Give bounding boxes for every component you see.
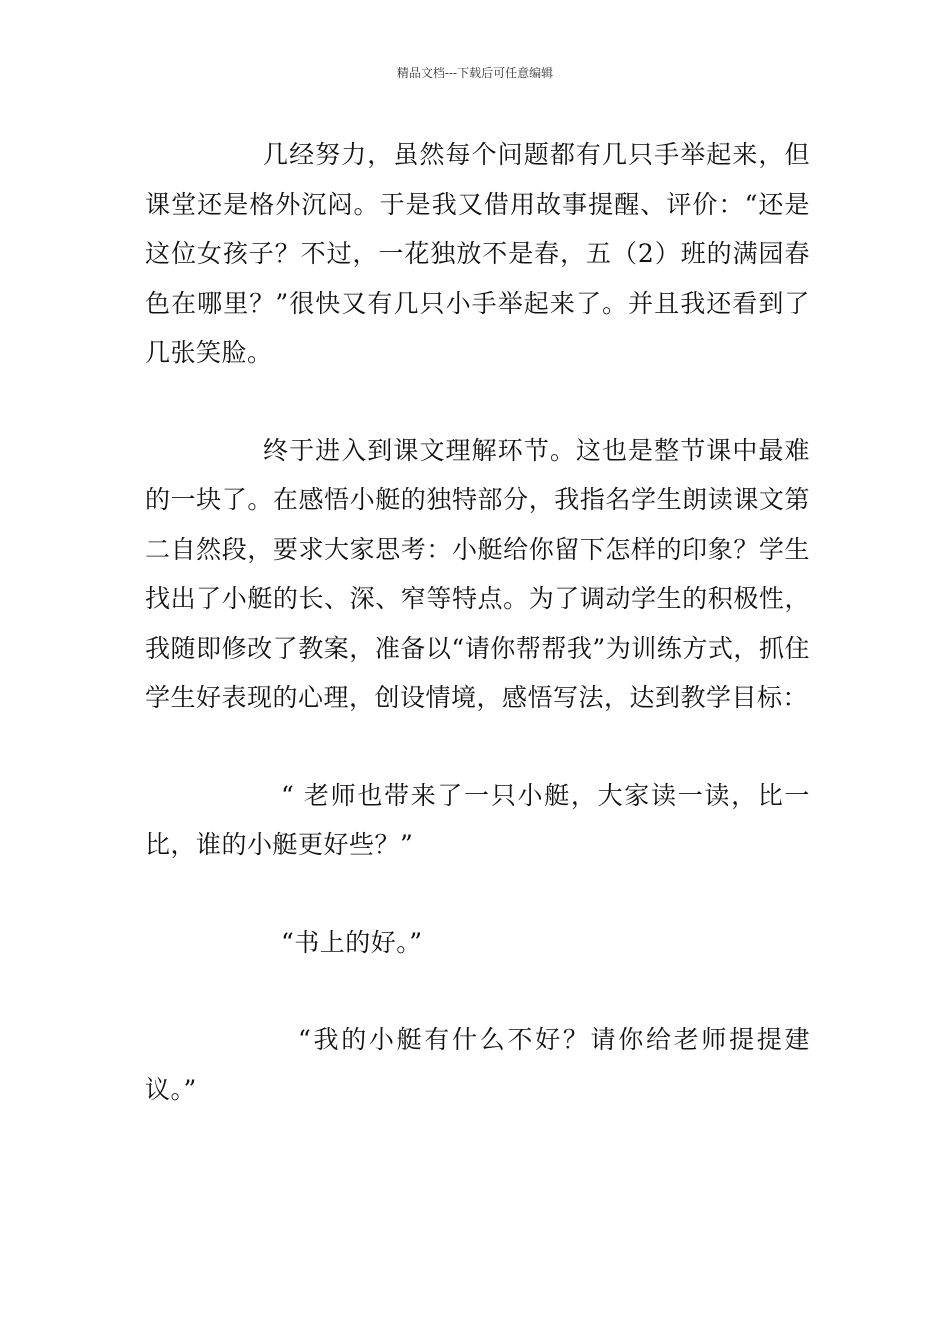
page-header: 精品文档---下载后可任意编辑 [396, 66, 554, 80]
paragraph-1: 几经努力，虽然每个问题都有几只手举起来，但课堂还是格外沉闷。于是我又借用故事提醒、评价：“还是这位女孩子？不过，一花独放不是春，五（2）班的满园春色在哪里？”很快又有几只小手举起来了。并且我还看到了几张笑脸。 [145, 140, 810, 367]
dialogue-line-1: “ 老师也带来了一只小艇，大家读一读，比一比，谁的小艇更好些？” [145, 780, 810, 859]
document-body [145, 130, 810, 1114]
dialogue-line-3: “我的小艇有什么不好？请你给老师提提建议。” [145, 1025, 810, 1104]
paragraph-2: 终于进入到课文理解环节。这也是整节课中最难的一块了。在感悟小艇的独特部分，我指名学生朗读课文第二自然段，要求大家思考：小艇给你留下怎样的印象？学生找出了小艇的长、深、窄等特点。为了调动学生的积极性，我随即修改了教案，准备以“请你帮帮我”为训练方式，抓住学生好表现的心理，创设情境，感悟写法，达到教学目标： [145, 435, 810, 712]
dialogue-line-2: “书上的好。” [281, 927, 423, 957]
